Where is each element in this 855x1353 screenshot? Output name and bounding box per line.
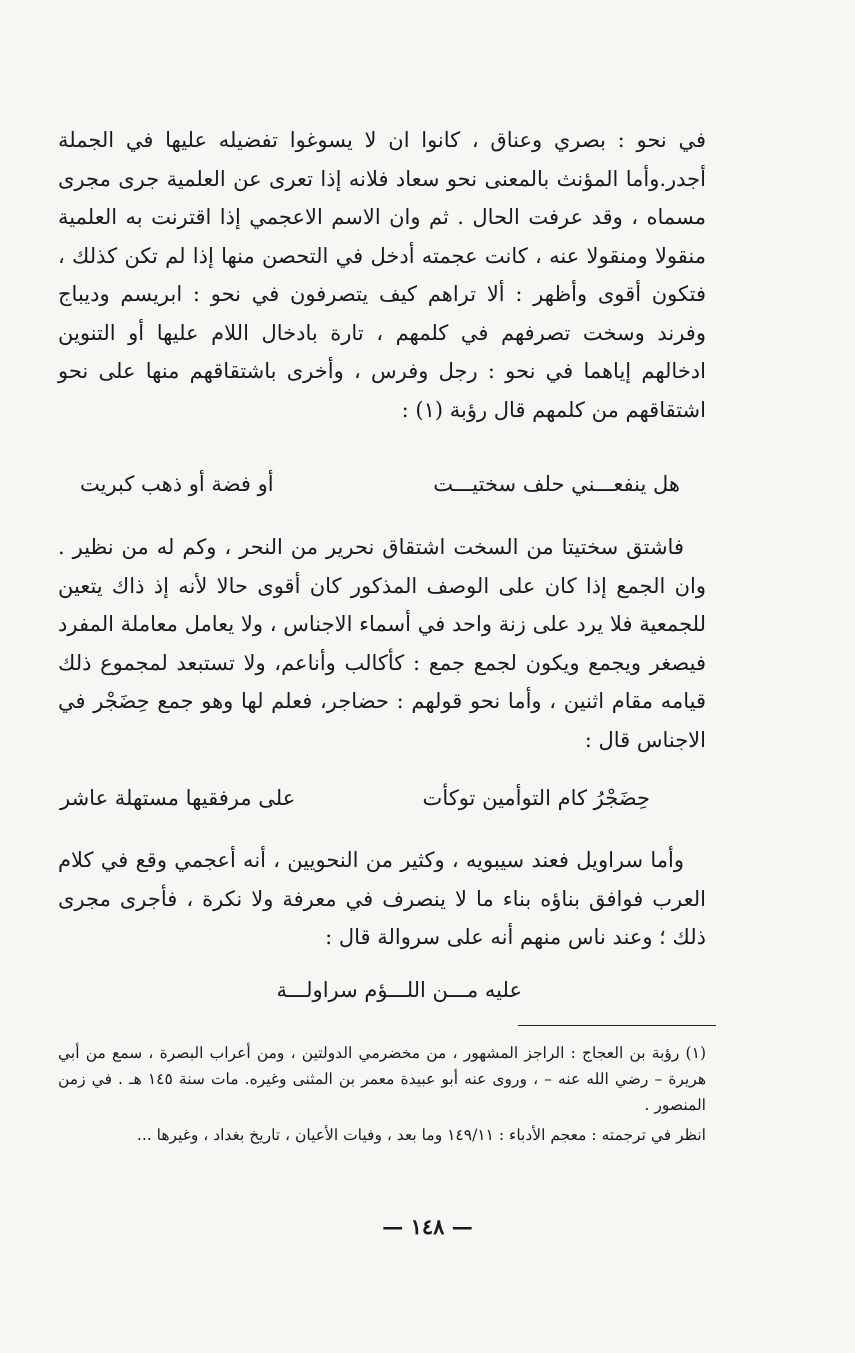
poetry-verse-1 [80,467,680,501]
poetry-verse-2 [60,781,650,815]
verse-1-second-hemistich: أو فضة أو ذهب كبريت [80,472,274,496]
page-number: — ١٤٨ — [382,1214,473,1239]
paragraph-1: في نحو : بصري وعناق ، كانوا ان لا يسوغوا تفضيله عليها في الجملة أجدر.وأما المؤنث بالمعنى نحو سعاد فلانه إذا تعرى عن العلمية جرى مجرى مسماه ، وقد عرفت الحال . ثم وان الاسم الاعجمي إذا اقترنت به العلمية منقولا ومنقولا عنه ، كانت عجمته أدخل في التحصن منها إذا لم تكن كذلك ، فتكون أقوى وأظهر : ألا تراهم كيف يتصرفون في نحو : ابريسم وديباج وفرند وسخت تصرفهم في كلمهم ، تارة بادخال اللام عليها أو التنوين ادخالهم إياهما في نحو : رجل وفرس ، وأخرى باشتقاقهم منها على نحو اشتقاقهم من كلمهم قال رؤبة (١) : [58,128,706,422]
paragraph-3 [58,841,706,957]
footnote-1-references: انظر في ترجمته : معجم الأدباء : ١٤٩/١١ وما بعد ، وفيات الأعيان ، تاريخ بغداد ، وغيرها ... [136,1126,706,1144]
verse-2-second-hemistich: على مرفقيها مستهلة عاشر [60,786,296,810]
footnote-1: (١) رؤبة بن العجاج : الراجز المشهور ، من مخضرمي الدولتين ، ومن أعراب البصرة ، سمع من أبي هريرة – رضي الله عنه – ، وروى عنه أبو عبيدة معمر بن المثنى وغيره. مات سنة ١٤٥ هـ . في زمن المنصور . [58,1044,707,1114]
paragraph-3-text: وأما سراويل فعند سيبويه ، وكثير من النحويين ، أنه أعجمي وقع في كلام العرب فوافق بناؤه بناء ما لا ينصرف في معرفة ولا نكرة ، فأجرى مجرى ذلك ؛ وعند ناس منهم أنه على سروالة قال : [58,848,706,949]
verse-3-hemistich: عليه مـــن اللـــؤم سراولـــة [276,978,522,1002]
paragraph-2-text: فاشتق سختيتا من السخت اشتقاق نحرير من النحر ، وكم له من نظير . وان الجمع إذا كان على الوصف المذكور كان أقوى حالا لأنه إذ ذاك يتعين للجمعية فلا يرد على زنة واحد في أسماء الاجناس ، ولا يعامل معاملة المفرد فيصغر ويجمع ويكون لجمع جمع : كأكالب وأناعم، ولا تستبعد لمجموع ذلك قيامه مقام اثنين ، وأما نحو قولهم : حضاجر، فعلم لها وهو جمع حِضَجْر في الاجناس قال : [58,535,706,752]
footnotes [58,1040,706,1148]
footnote-divider [518,1025,716,1026]
paragraph-2 [58,528,706,759]
poetry-verse-3 [80,973,680,1007]
verse-2-first-hemistich: حِضَجْرُ كام التوأمين توكأت [422,786,650,810]
verse-1-first-hemistich: هل ينفعـــني حلف سختيـــت [433,472,680,496]
